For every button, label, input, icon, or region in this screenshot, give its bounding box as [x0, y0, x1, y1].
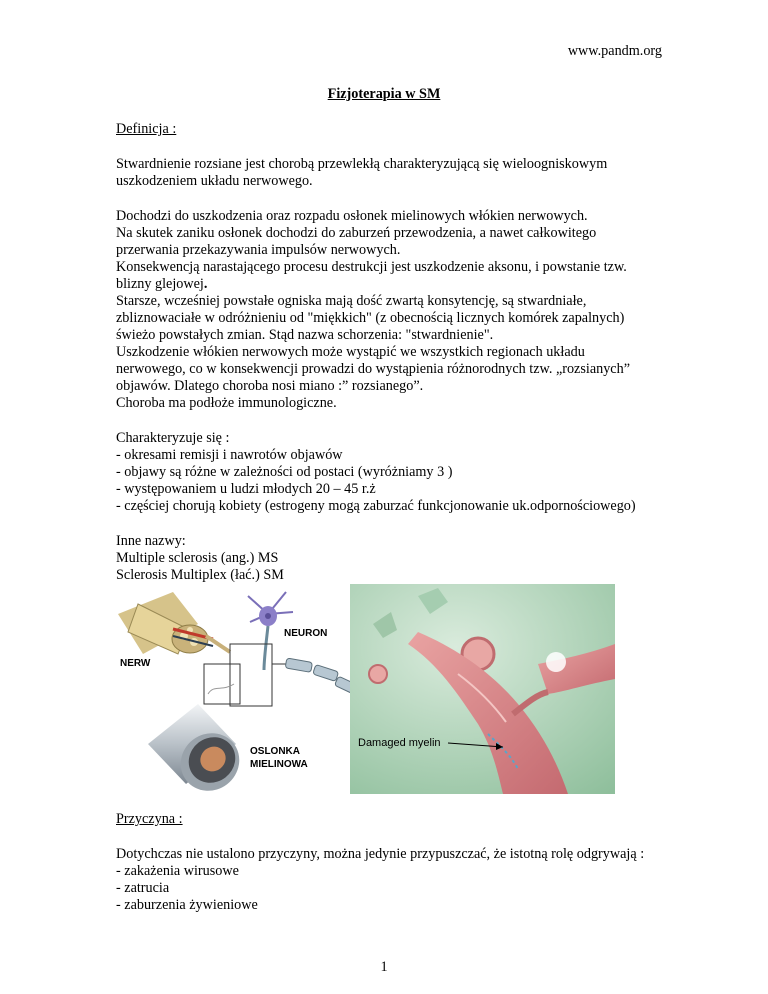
- characteristics-item: - częściej chorują kobiety (estrogeny mogą zaburzać funkcjonowanie uk.odpornościowego): [116, 498, 636, 514]
- other-name-item: Sclerosis Multiplex (łać.) SM: [116, 567, 284, 583]
- definition-text-line: świeżo powstałych zmian. Stąd nazwa schorzenia: "stwardnienie".: [116, 327, 494, 343]
- bold-period: .: [203, 276, 208, 292]
- document-title: Fizjoterapia w SM: [327, 86, 441, 102]
- definition-text-line: uszkodzeniem układu nerwowego.: [116, 173, 313, 189]
- characteristics-item: - objawy są różne w zależności od postaci (wyróżniamy 3 ): [116, 464, 453, 480]
- label-damaged-myelin: Damaged myelin: [358, 737, 441, 749]
- definition-text-line: [116, 276, 207, 293]
- definition-text-line: Starsze, wcześniej powstałe ogniska mają dość zwartą konsytencję, są stwardniałe,: [116, 293, 587, 309]
- definition-text-line: Dochodzi do uszkodzenia oraz rozpadu osłonek mielinowych włókien nerwowych.: [116, 208, 588, 224]
- cause-item: - zaburzenia żywieniowe: [116, 897, 258, 913]
- cause-item: - zakażenia wirusowe: [116, 863, 239, 879]
- nerve-bundle-drawing: [118, 592, 230, 654]
- definition-text-line: nerwowego, co w konsekwencji prowadzi do wystąpienia różnorodnych tzw. „rozsianych”: [116, 361, 630, 377]
- nerve-myelin-illustration: [118, 584, 615, 794]
- characteristics-item: - występowaniem u ludzi młodych 20 – 45 r.ż: [116, 481, 376, 497]
- label-oslonka-line1: OSLONKA: [250, 746, 300, 757]
- zoom-box-left: [204, 664, 240, 704]
- blizny-text: blizny glejowej: [116, 276, 204, 292]
- page-number: 1: [380, 959, 388, 975]
- other-names-heading: Inne nazwy:: [116, 533, 186, 549]
- other-name-item: Multiple sclerosis (ang.) MS: [116, 550, 279, 566]
- definition-text-line: zbliznowaciałe w odróżnieniu od "miękkich" (z obecnością licznych komórek zapalnych): [116, 310, 625, 326]
- cause-intro: Dotychczas nie ustalono przyczyny, można jedynie przypuszczać, że istotną rolę odgrywają :: [116, 846, 645, 862]
- definition-heading: Definicja :: [116, 121, 177, 137]
- definition-text-line: objawów. Dlatego choroba nosi miano :” rozsianego”.: [116, 378, 424, 394]
- definition-text-line: Stwardnienie rozsiane jest chorobą przewlekłą charakteryzującą się wieloogniskowym: [116, 156, 608, 172]
- cause-heading: Przyczyna :: [116, 811, 183, 827]
- cause-item: - zatrucia: [116, 880, 170, 896]
- definition-text-line: Konsekwencją narastającego procesu destrukcji jest uszkodzenie aksonu, i powstanie tzw.: [116, 259, 627, 275]
- label-neuron: NEURON: [284, 628, 328, 639]
- myelin-sheath-cylinder-drawing: [148, 704, 251, 794]
- label-oslonka-line2: MIELINOWA: [250, 759, 308, 770]
- definition-text-line: Choroba ma podłoże immunologiczne.: [116, 395, 337, 411]
- characteristics-heading: Charakteryzuje się :: [116, 430, 230, 446]
- characteristics-item: - okresami remisji i nawrotów objawów: [116, 447, 343, 463]
- definition-text-line: przerwania przekazywania impulsów nerwowych.: [116, 242, 401, 258]
- header-url: www.pandm.org: [567, 43, 662, 59]
- damaged-myelin-panel: [350, 584, 615, 794]
- label-nerw: NERW: [120, 658, 151, 669]
- definition-text-line: Na skutek zaniku osłonek dochodzi do zaburzeń przewodzenia, a nawet całkowitego: [116, 225, 597, 241]
- definition-text-line: Uszkodzenie włókien nerwowych może wystąpić we wszystkich regionach układu: [116, 344, 585, 360]
